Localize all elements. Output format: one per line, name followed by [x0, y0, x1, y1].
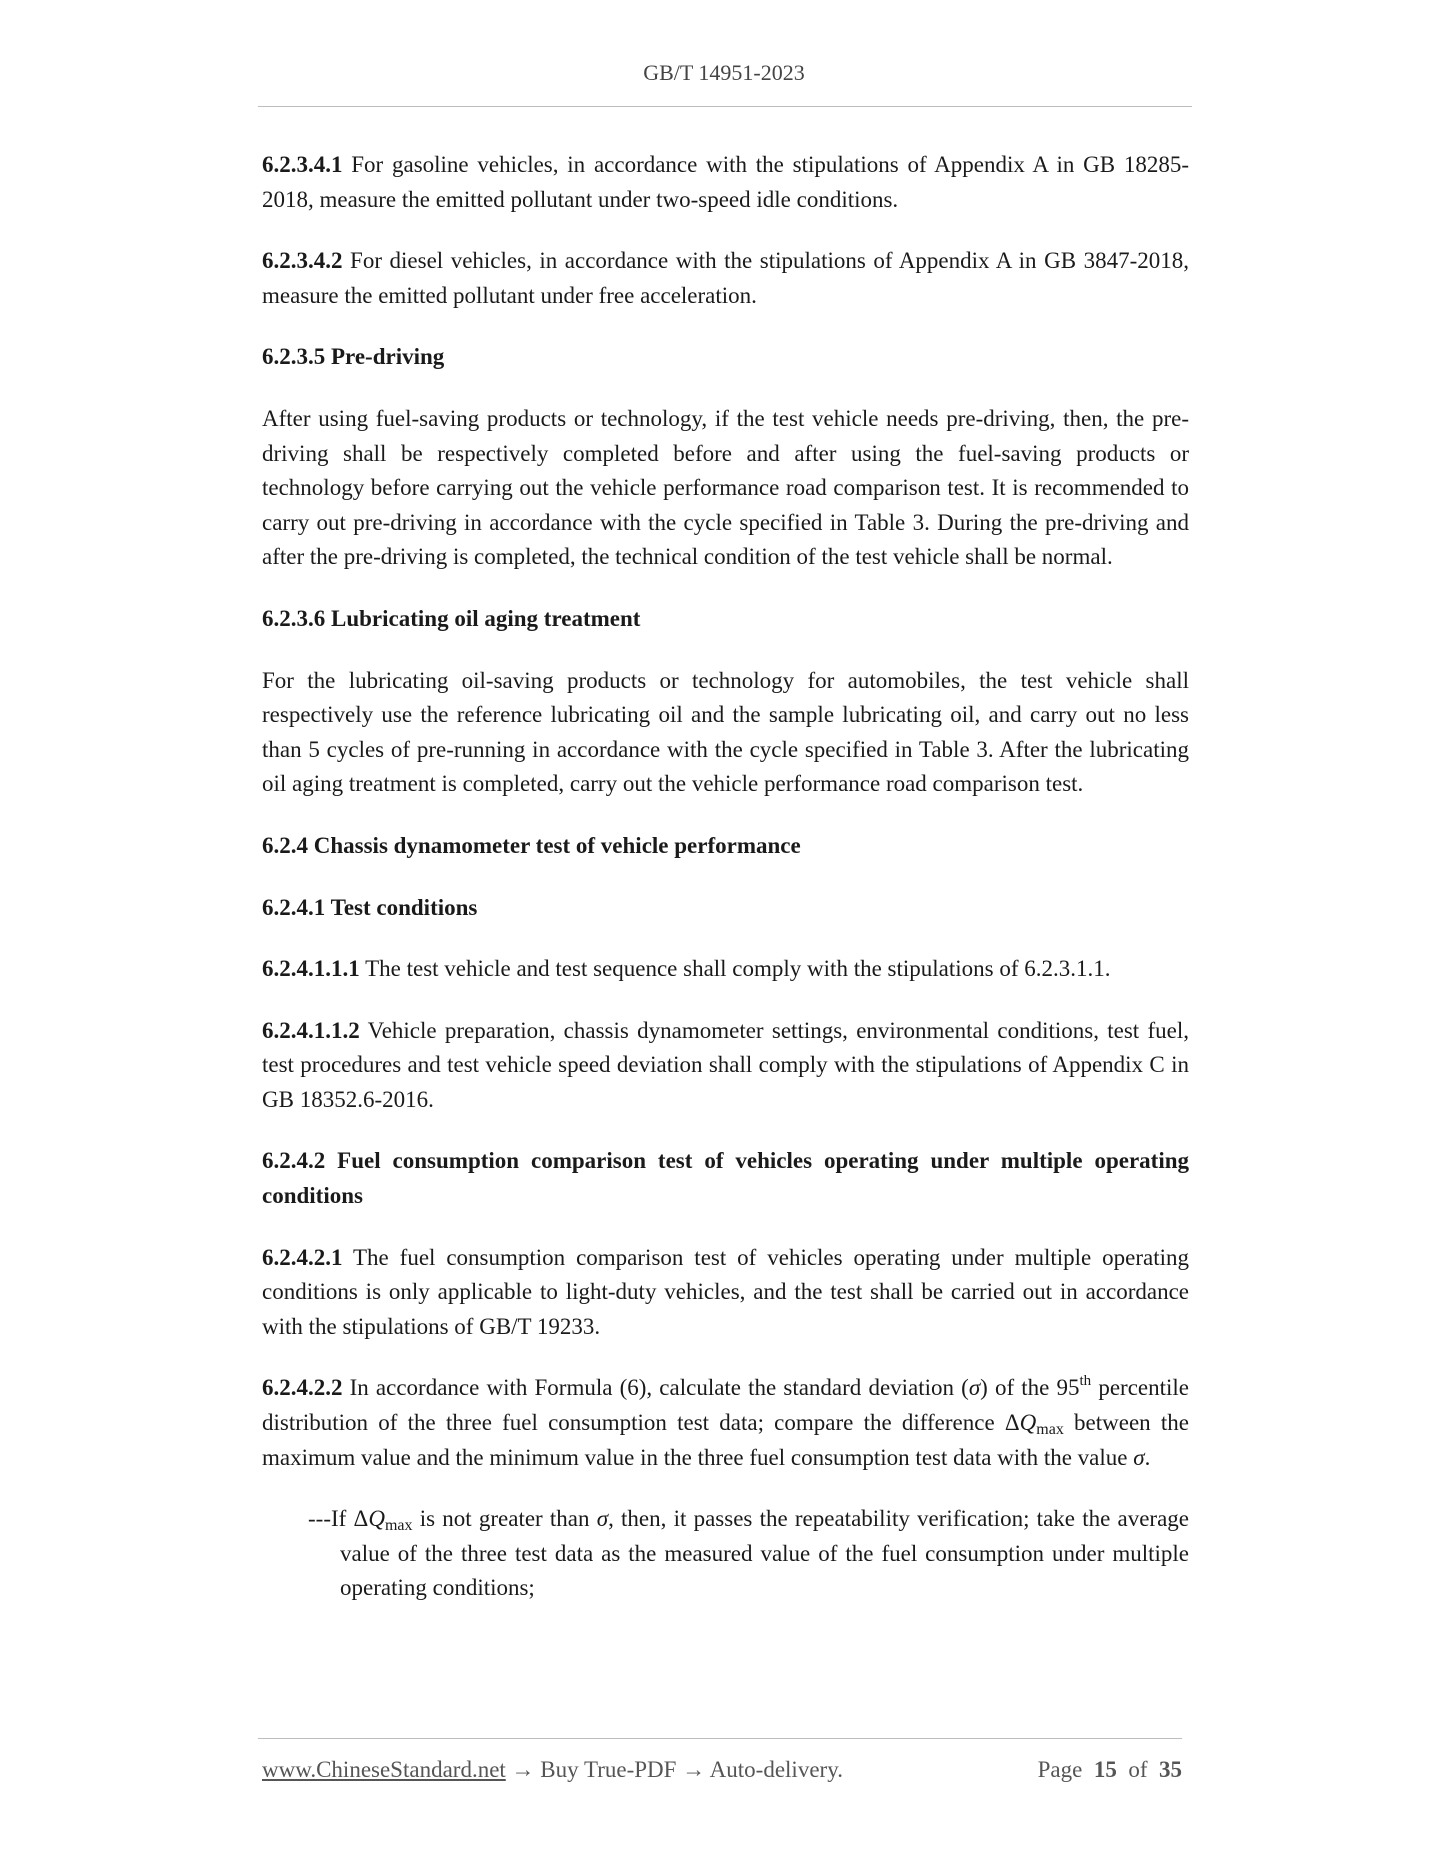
current-page: 15	[1093, 1757, 1117, 1782]
clause-text: ) of the 95	[980, 1375, 1080, 1401]
clause-number: 6.2.4.1.1.2	[262, 1017, 360, 1043]
delta-symbol: Δ	[353, 1506, 369, 1532]
clause-text: Vehicle preparation, chassis dynamometer settings, environmental conditions, test fuel, test procedures and test vehicle speed deviation shall comply with the stipulations of Appendix C in GB 18352.6-2016.	[262, 1017, 1189, 1112]
list-item-prefix: ---If	[308, 1506, 354, 1532]
clause-text: The fuel consumption comparison test of vehicles operating under multiple operating conditions is only applicable to light-duty vehicles, and the test shall be carried out in accordance with the stipulations of GB/T 19233.	[262, 1244, 1189, 1339]
arrow-icon: →	[505, 1757, 541, 1782]
section-heading-chassis-dynamometer: 6.2.4 Chassis dynamometer test of vehicle performance	[262, 832, 801, 858]
clause-number: 6.2.4.1.1.1	[262, 956, 360, 982]
clause-number: 6.2.3.4.2	[262, 248, 343, 274]
clause-text: The test vehicle and test sequence shall comply with the stipulations of 6.2.3.1.1.	[359, 956, 1111, 982]
list-item-text: , then, it passes the repeatability verification; take the average value of the three test data as the measured value of the fuel consumption under multiple operating conditions;	[340, 1506, 1190, 1601]
clause-text: In accordance with Formula (6), calculate the standard deviation (	[342, 1375, 969, 1401]
paragraph-lubricating-oil: For the lubricating oil-saving products or technology for automobiles, the test vehicle shall respectively use the reference lubricating oil and the sample lubricating oil, and carry out no less than 5 cycles of pre-running in accordance with the cycle specified in Table 3. After the lubricating oil aging treatment is completed, carry out the vehicle performance road comparison test.	[262, 667, 1189, 797]
page-number	[1038, 1757, 1182, 1783]
of-label: of	[1128, 1757, 1148, 1782]
clause-number: 6.2.4.2.2	[262, 1375, 343, 1401]
section-heading-fuel-consumption: 6.2.4.2 Fuel consumption comparison test of vehicles operating under multiple operating conditions	[262, 1148, 1189, 1209]
page-label: Page	[1037, 1757, 1083, 1782]
clause-number: 6.2.3.4.1	[262, 152, 343, 177]
section-heading-test-conditions: 6.2.4.1 Test conditions	[262, 894, 478, 920]
sigma-symbol: σ	[968, 1375, 981, 1401]
clause-number: 6.2.4.2.1	[262, 1244, 343, 1270]
footer-promo	[262, 1757, 843, 1783]
clause-6-2-4-2-1	[262, 1241, 1189, 1345]
delta-symbol: Δ	[1004, 1410, 1020, 1436]
subscript-max: max	[384, 1517, 413, 1535]
sigma-symbol: σ	[1133, 1444, 1145, 1470]
clause-text: .	[1144, 1444, 1151, 1470]
section-heading-lubricating-oil: 6.2.3.6 Lubricating oil aging treatment	[262, 605, 641, 631]
page-header: GB/T 14951-2023	[643, 60, 805, 85]
clause-text: For gasoline vehicles, in accordance with the stipulations of Appendix A in GB 18285-2018, measure the emitted pollutant under two-speed idle conditions.	[262, 152, 1189, 212]
paragraph-pre-driving: After using fuel-saving products or technology, if the test vehicle needs pre-driving, then, the pre-driving shall be respectively completed before and after using the fuel-saving products or technology before carrying out the vehicle performance road comparison test. It is recommended to carry out pre-driving in accordance with the cycle specified in Table 3. During the pre-driving and after the pre-driving is completed, the technical condition of the test vehicle shall be normal.	[262, 405, 1189, 570]
superscript-th: th	[1079, 1373, 1092, 1390]
q-symbol: Q	[368, 1506, 385, 1532]
site-link[interactable]: www.ChineseStandard.net	[262, 1757, 506, 1782]
clause-6-2-3-4-2	[262, 244, 1189, 313]
subscript-max: max	[1036, 1421, 1064, 1439]
clause-6-2-4-1-1-2	[262, 1014, 1189, 1118]
q-symbol: Q	[1019, 1410, 1037, 1436]
clause-6-2-4-2-2	[262, 1371, 1189, 1475]
sigma-symbol: σ	[596, 1506, 609, 1532]
clause-text: between the maximum value and the minimum value in the three fuel consumption test data with the value	[262, 1410, 1189, 1470]
document-body	[262, 148, 1189, 1606]
total-pages: 35	[1159, 1757, 1182, 1782]
list-item-repeatability	[308, 1502, 1189, 1606]
clause-text: For diesel vehicles, in accordance with the stipulations of Appendix A in GB 3847-2018, measure the emitted pollutant under free acceleration.	[262, 248, 1189, 308]
clause-6-2-4-1-1-1	[262, 952, 1189, 987]
footer-divider	[258, 1738, 1182, 1739]
clause-6-2-3-4-1	[262, 148, 1189, 217]
arrow-icon: →	[676, 1757, 710, 1782]
list-item-text: is not greater than	[412, 1506, 597, 1532]
clause-text: percentile distribution of the three fuel consumption test data; compare the difference	[262, 1375, 1189, 1436]
delivery-text: Auto-delivery.	[709, 1757, 843, 1782]
buy-pdf-text: Buy True-PDF	[540, 1757, 677, 1782]
header-divider	[258, 106, 1192, 107]
section-heading-pre-driving: 6.2.3.5 Pre-driving	[262, 344, 445, 370]
